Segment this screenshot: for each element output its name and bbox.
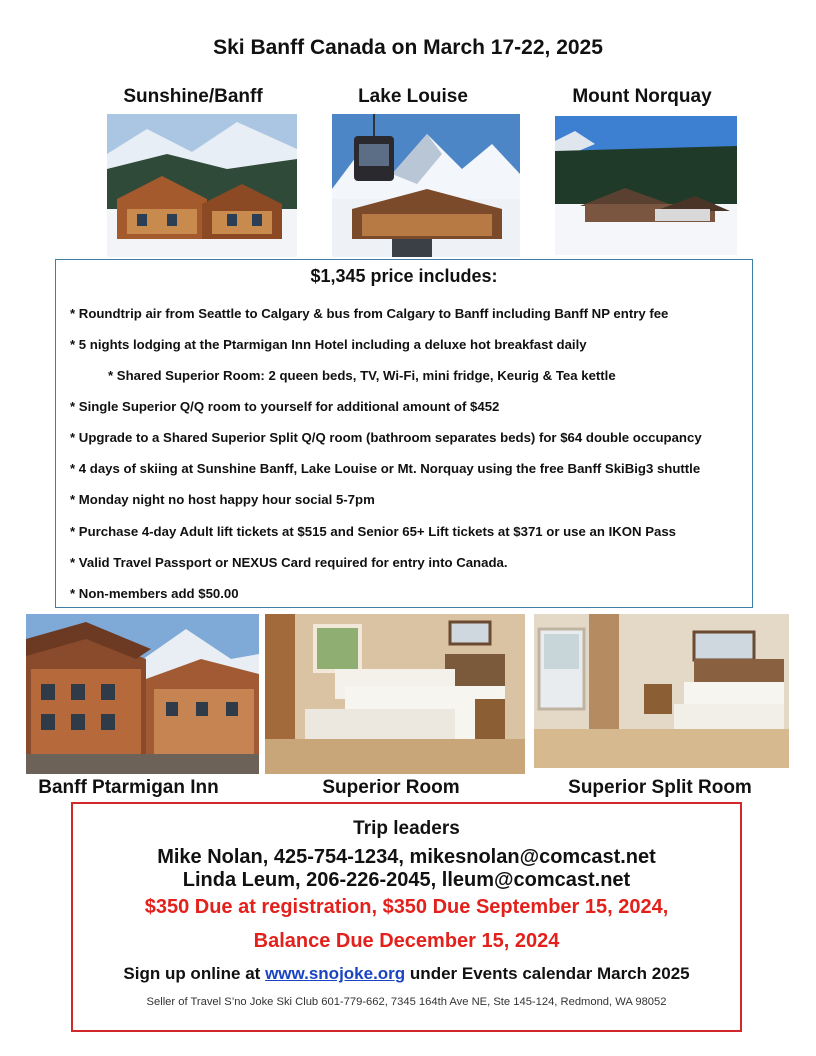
signup-suffix: under Events calendar March 2025 (409, 964, 690, 983)
signup-line (73, 964, 740, 984)
leader-linda-leum: Linda Leum, 206-226-2045, lleum@comcast.net (182, 869, 631, 891)
page-title: Ski Banff Canada on March 17-22, 2025 (213, 36, 603, 59)
mount-norquay-photo (555, 116, 737, 255)
list-item: * Non-members add $50.00 (70, 586, 239, 601)
list-item: * Single Superior Q/Q room to yourself for additional amount of $452 (70, 399, 500, 414)
caption-norquay: Mount Norquay (572, 86, 712, 107)
leader-mike-nolan: Mike Nolan, 425-754-1234, mikesnolan@comcast.net (157, 846, 656, 868)
ptarmigan-inn-photo (26, 614, 259, 774)
signup-prefix: Sign up online at (123, 964, 261, 983)
caption-superior-split-room: Superior Split Room (568, 777, 752, 798)
list-item: * Upgrade to a Shared Superior Split Q/Q room (bathroom separates beds) for $64 double occupancy (70, 430, 702, 445)
list-item: * Shared Superior Room: 2 queen beds, TV, Wi-Fi, mini fridge, Keurig & Tea kettle (108, 368, 616, 383)
snojoke-website-link[interactable]: www.snojoke.org (265, 964, 406, 983)
list-item: * Roundtrip air from Seattle to Calgary & bus from Calgary to Banff including Banff NP entry fee (70, 306, 669, 321)
caption-lake-louise: Lake Louise (358, 86, 468, 107)
payment-due-line: $350 Due at registration, $350 Due September 15, 2024, (144, 896, 669, 918)
sunshine-village-photo (107, 114, 297, 257)
list-item: * 5 nights lodging at the Ptarmigan Inn Hotel including a deluxe hot breakfast daily (70, 337, 587, 352)
lake-louise-photo (332, 114, 520, 257)
seller-of-travel-footer: Seller of Travel S’no Joke Ski Club 601-779-662, 7345 164th Ave NE, Ste 145-124, Redmond, WA 98052 (146, 996, 667, 1008)
trip-leaders-heading: Trip leaders (353, 818, 460, 839)
caption-ptarmigan-inn: Banff Ptarmigan Inn (38, 777, 219, 798)
list-item: * Purchase 4-day Adult lift tickets at $515 and Senior 65+ Lift tickets at $371 or use an IKON Pass (70, 524, 676, 539)
balance-due-line: Balance Due December 15, 2024 (253, 930, 560, 952)
list-item: * 4 days of skiing at Sunshine Banff, Lake Louise or Mt. Norquay using the free Banff SkiBig3 shuttle (70, 461, 701, 476)
price-includes-box (55, 259, 753, 608)
caption-sunshine: Sunshine/Banff (123, 86, 263, 107)
trip-leaders-box (71, 802, 742, 1032)
superior-split-room-photo (534, 614, 789, 768)
list-item: * Monday night no host happy hour social 5-7pm (70, 492, 375, 507)
superior-room-photo (265, 614, 525, 774)
list-item: * Valid Travel Passport or NEXUS Card required for entry into Canada. (70, 555, 508, 570)
price-heading: $1,345 price includes: (310, 266, 498, 286)
caption-superior-room: Superior Room (322, 777, 460, 798)
